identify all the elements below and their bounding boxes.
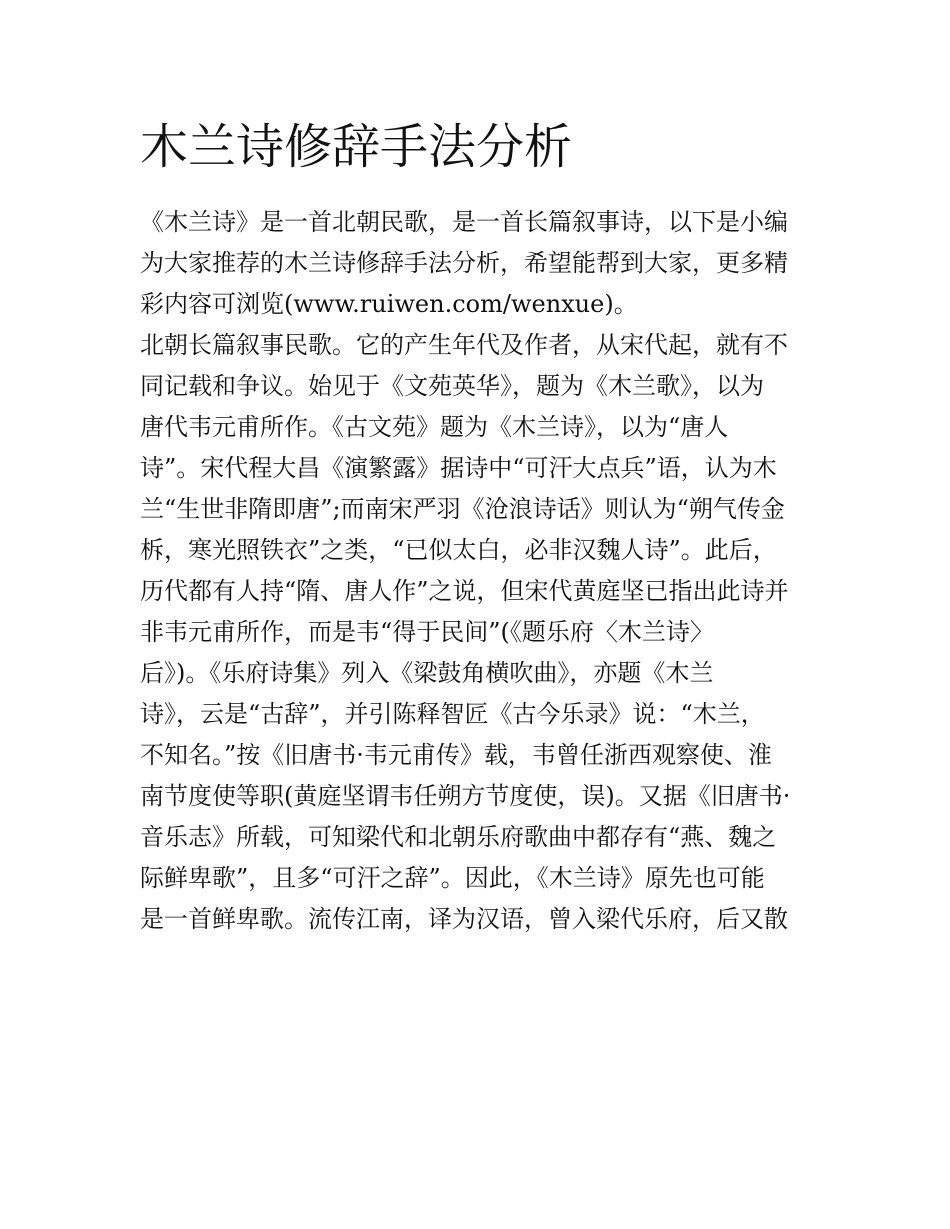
text-line: 柝，寒光照铁衣”之类，“已似太白，必非汉魏人诗”。此后， — [140, 536, 777, 564]
text-line: 南节度使等职(黄庭坚谓韦任朔方节度使，误)。又据《旧唐书· — [140, 782, 791, 810]
text-line: 历代都有人持“隋、唐人作”之说，但宋代黄庭坚已指出此诗并 — [140, 577, 789, 605]
text-line: 《木兰诗》是一首北朝民歌，是一首长篇叙事诗，以下是小编 — [140, 208, 788, 236]
text-line: 彩内容可浏览(www.ruiwen.com/wenxue)。 — [140, 290, 638, 318]
text-line: 诗”。宋代程大昌《演繁露》据诗中“可汗大点兵”语，认为木 — [140, 454, 777, 482]
text-line: 音乐志》所载，可知梁代和北朝乐府歌曲中都存有“燕、魏之 — [140, 823, 777, 851]
body-paragraph — [140, 325, 820, 940]
text-line: 际鲜卑歌”，且多“可汗之辞”。因此，《木兰诗》原先也可能 — [140, 864, 765, 892]
text-line: 为大家推荐的木兰诗修辞手法分析，希望能帮到大家，更多精 — [140, 249, 788, 277]
text-line: 同记载和争议。始见于《文苑英华》，题为《木兰歌》，以为 — [140, 372, 764, 400]
text-line: 非韦元甫所作，而是韦“得于民间”(《题乐府〈木兰诗〉 — [140, 618, 714, 646]
text-line: 唐代韦元甫所作。《古文苑》题为《木兰诗》，以为“唐人 — [140, 413, 729, 441]
text-line: 兰“生世非隋即唐”;而南宋严羽《沧浪诗话》则认为“朔气传金 — [140, 495, 785, 523]
text-line: 北朝长篇叙事民歌。它的产生年代及作者，从宋代起，就有不 — [140, 331, 788, 359]
text-line: 诗》，云是“古辞”，并引陈释智匠《古今乐录》说：“木兰， — [140, 700, 765, 728]
text-line: 后》)。《乐府诗集》列入《梁鼓角横吹曲》，亦题《木兰 — [140, 659, 714, 687]
intro-paragraph — [140, 202, 820, 325]
document-title: 木兰诗修辞手法分析 — [140, 119, 573, 175]
text-line: 是一首鲜卑歌。流传江南，译为汉语，曾入梁代乐府，后又散 — [140, 905, 788, 933]
document-body — [140, 202, 820, 940]
text-line: 不知名。”按《旧唐书·韦元甫传》载，韦曾任浙西观察使、淮 — [140, 741, 772, 769]
